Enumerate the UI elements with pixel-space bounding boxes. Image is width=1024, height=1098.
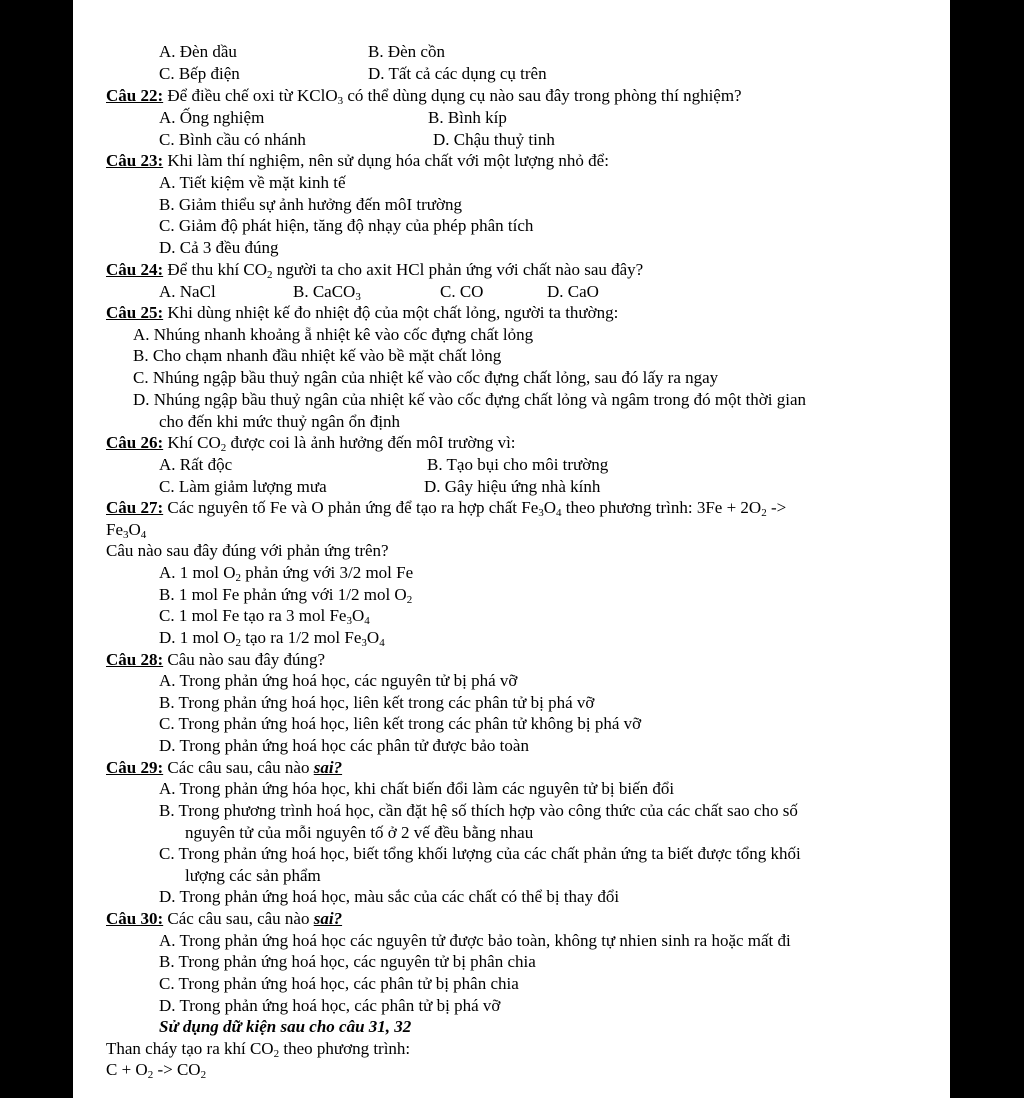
q22-option-c: C. Bình cầu có nhánh xyxy=(159,130,306,149)
q24-option-a: A. NaCl xyxy=(159,282,216,301)
q27-d-sub-1: 3 xyxy=(361,637,367,649)
q28-option-a: A. Trong phản ứng hoá học, các nguyên tử bị phá vỡ xyxy=(159,671,518,690)
shared-line-1-text: Than cháy tạo ra khí CO xyxy=(106,1039,274,1058)
q28-option-b: B. Trong phản ứng hoá học, liên kết trong các phân tử bị phá vỡ xyxy=(159,693,595,712)
q25-text: Khi dùng nhiệt kế đo nhiệt độ của một chất lỏng, người ta thường: xyxy=(167,303,619,322)
q27-d-text-3: O xyxy=(366,628,380,647)
q24-option-c: C. CO xyxy=(440,282,484,301)
q25-option-d-cont: cho đến khi mức thuỷ ngân ổn định xyxy=(159,412,401,431)
equation-sub-1: 2 xyxy=(147,1069,154,1081)
q26-sub: 2 xyxy=(220,442,227,454)
q26-number: Câu 26: xyxy=(106,433,164,452)
q27-cont-sub-2: 4 xyxy=(140,529,147,541)
q25-option-d: D. Nhúng ngập bầu thuỷ ngân của nhiệt kế vào cốc đựng chất lỏng và ngâm trong đó một thời gian xyxy=(133,390,807,409)
q26-text-2: được coi là ảnh hưởng đến môI trường vì: xyxy=(226,433,516,452)
q27-number: Câu 27: xyxy=(106,498,164,517)
shared-line-1-sub: 2 xyxy=(273,1048,280,1060)
q29-option-d: D. Trong phản ứng hoá học, màu sắc của các chất có thể bị thay đổi xyxy=(159,887,620,906)
q28-number: Câu 28: xyxy=(106,650,164,669)
q21-option-a: A. Đèn dầu xyxy=(159,42,237,61)
q27-text: Các nguyên tố Fe và O phản ứng để tạo ra hợp chất Fe xyxy=(167,498,539,517)
q22-option-a: A. Ống nghiệm xyxy=(159,108,265,127)
q30-option-a: A. Trong phản ứng hoá học các nguyên tử được bảo toàn, không tự nhien sinh ra hoặc mất đi xyxy=(159,931,791,950)
q27-b-sub: 2 xyxy=(406,594,413,606)
q22-text-2: có thể dùng dụng cụ nào sau đây trong phòng thí nghiệm? xyxy=(343,86,742,105)
q30-option-c: C. Trong phản ứng hoá học, các phân tử bị phân chia xyxy=(159,974,519,993)
question-22 xyxy=(106,85,742,107)
q27-c-sub-2: 4 xyxy=(364,615,370,627)
question-23 xyxy=(106,150,609,172)
q29-option-b-cont: nguyên tử của mỗi nguyên tố ở 2 vế đều bằng nhau xyxy=(185,823,534,842)
q27-stem: Câu nào sau đây đúng với phản ứng trên? xyxy=(106,541,389,560)
q23-option-d: D. Cả 3 đều đúng xyxy=(159,238,279,257)
q25-option-b: B. Cho chạm nhanh đầu nhiệt kế vào bề mặt chất lỏng xyxy=(133,346,502,365)
q26-option-d: D. Gây hiệu ứng nhà kính xyxy=(424,477,601,496)
q22-option-b: B. Bình kíp xyxy=(428,108,507,127)
question-27 xyxy=(106,497,786,519)
q27-option-b xyxy=(159,584,412,606)
q26-option-b: B. Tạo bụi cho môi trường xyxy=(427,455,609,474)
q25-option-a: A. Nhúng nhanh khoảng ẵ nhiệt kê vào cốc đựng chất lỏng xyxy=(133,325,534,344)
q27-a-sub: 2 xyxy=(235,572,241,584)
q28-text: Câu nào sau đây đúng? xyxy=(167,650,326,669)
q23-option-c: C. Giảm độ phát hiện, tăng độ nhạy của phép phân tích xyxy=(159,216,534,235)
q27-c-text-2: O xyxy=(351,606,365,625)
q27-c-text: C. 1 mol Fe tạo ra 3 mol Fe xyxy=(159,606,347,625)
shared-line-1-text-2: theo phương trình: xyxy=(279,1039,411,1058)
equation-sub-2: 2 xyxy=(200,1069,207,1081)
q22-text: Để điều chế oxi từ KClO xyxy=(167,86,338,105)
q27-text-4: -> xyxy=(766,498,787,517)
q24-option-d: D. CaO xyxy=(547,282,599,301)
q30-emphasis: sai? xyxy=(313,909,343,928)
equation-left: C + O xyxy=(106,1060,148,1079)
q23-number: Câu 23: xyxy=(106,151,164,170)
q29-number: Câu 29: xyxy=(106,758,164,777)
q27-sub-1: 3 xyxy=(538,507,544,519)
q21-option-d: D. Tất cả các dụng cụ trên xyxy=(368,64,547,83)
q28-option-c: C. Trong phản ứng hoá học, liên kết trong các phân tử không bị phá vỡ xyxy=(159,714,642,733)
q23-option-b: B. Giảm thiểu sự ảnh hưởng đến môI trường xyxy=(159,195,462,214)
q26-option-c: C. Làm giảm lượng mưa xyxy=(159,477,327,496)
shared-data-line-1 xyxy=(106,1038,410,1060)
q30-text: Các câu sau, câu nào xyxy=(167,909,314,928)
q22-sub: 3 xyxy=(337,95,344,107)
q27-cont-sub-1: 3 xyxy=(123,529,129,541)
q25-number: Câu 25: xyxy=(106,303,164,322)
question-26 xyxy=(106,432,516,454)
equation-right: -> CO xyxy=(153,1060,201,1079)
q30-number: Câu 30: xyxy=(106,909,164,928)
question-28 xyxy=(106,649,325,671)
q24-option-b-sub: 3 xyxy=(355,291,361,303)
question-24 xyxy=(106,259,643,281)
q21-option-c: C. Bếp điện xyxy=(159,64,240,83)
q24-sub: 2 xyxy=(267,269,273,281)
q29-option-c: C. Trong phản ứng hoá học, biết tổng khối lượng của các chất phản ứng ta biết được tổng khối xyxy=(159,844,801,863)
q27-option-d xyxy=(159,627,385,649)
question-29 xyxy=(106,757,342,779)
q27-cont-fe: Fe xyxy=(106,520,123,539)
q24-number: Câu 24: xyxy=(106,260,164,279)
q27-c-sub-1: 3 xyxy=(346,615,352,627)
q27-sub-2: 4 xyxy=(556,507,562,519)
q27-cont-o: O xyxy=(128,520,141,539)
q23-option-a: A. Tiết kiệm về mặt kinh tế xyxy=(159,173,346,192)
q21-option-b: B. Đèn cồn xyxy=(368,42,445,61)
q22-option-d: D. Chậu thuỷ tinh xyxy=(433,130,555,149)
q29-text: Các câu sau, câu nào xyxy=(167,758,314,777)
question-25 xyxy=(106,302,618,324)
q26-text: Khí CO xyxy=(167,433,221,452)
document-page xyxy=(73,0,950,1098)
q27-option-a xyxy=(159,562,413,584)
q29-option-a: A. Trong phản ứng hóa học, khi chất biến đổi làm các nguyên tử bị biến đổi xyxy=(159,779,675,798)
q27-d-text: D. 1 mol O xyxy=(159,628,236,647)
shared-equation xyxy=(106,1059,206,1081)
q27-option-c xyxy=(159,605,370,627)
q24-option-b xyxy=(293,281,361,303)
question-30 xyxy=(106,908,342,930)
shared-data-heading: Sử dụng dữ kiện sau cho câu 31, 32 xyxy=(159,1017,412,1036)
q29-option-b: B. Trong phương trình hoá học, cần đặt hệ số thích hợp vào công thức của các chất sao cho số xyxy=(159,801,798,820)
q28-option-d: D. Trong phản ứng hoá học các phân tử được bảo toàn xyxy=(159,736,529,755)
q27-text-o: O xyxy=(543,498,557,517)
q27-a-text-2: phản ứng với 3/2 mol Fe xyxy=(241,563,414,582)
q27-d-sub-2: 4 xyxy=(379,637,385,649)
q27-d-text-2: tạo ra 1/2 mol Fe xyxy=(241,628,362,647)
q30-option-d: D. Trong phản ứng hoá học, các phân tử bị phá vỡ xyxy=(159,996,501,1015)
q27-d-sub: 2 xyxy=(235,637,241,649)
q30-option-b: B. Trong phản ứng hoá học, các nguyên tử bị phân chia xyxy=(159,952,536,971)
q22-number: Câu 22: xyxy=(106,86,164,105)
q25-option-c: C. Nhúng ngập bầu thuỷ ngân của nhiệt kế vào cốc đựng chất lỏng, sau đó lấy ra ngay xyxy=(133,368,719,387)
q24-text-2: người ta cho axit HCl phản ứng với chất nào sau đây? xyxy=(272,260,644,279)
q27-text-3: theo phương trình: 3Fe + 2O xyxy=(561,498,762,517)
q29-emphasis: sai? xyxy=(313,758,343,777)
q24-text: Để thu khí CO xyxy=(167,260,268,279)
q23-text: Khi làm thí nghiệm, nên sử dụng hóa chất với một lượng nhỏ để: xyxy=(167,151,609,170)
q27-b-text: B. 1 mol Fe phản ứng với 1/2 mol O xyxy=(159,585,407,604)
q27-text-cont xyxy=(106,519,146,541)
q24-option-b-text: B. CaCO xyxy=(293,282,356,301)
q27-a-text: A. 1 mol O xyxy=(159,563,236,582)
q27-sub-3: 2 xyxy=(761,507,767,519)
q29-option-c-cont: lượng các sản phẩm xyxy=(185,866,321,885)
q26-option-a: A. Rất độc xyxy=(159,455,233,474)
